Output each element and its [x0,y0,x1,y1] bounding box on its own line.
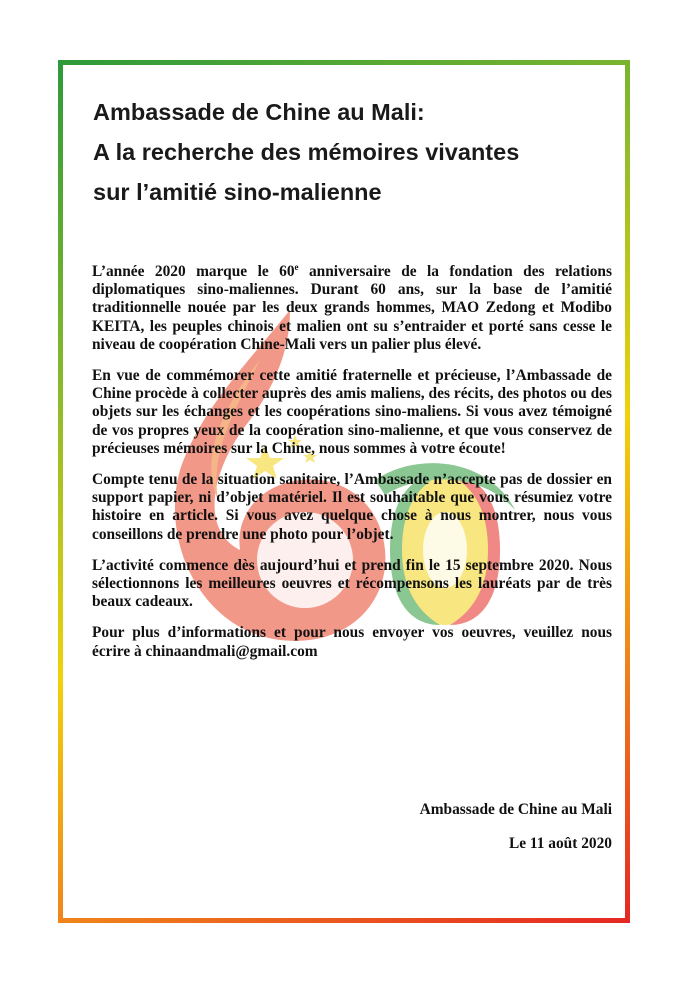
paragraph-contact [92,624,612,660]
document-body [92,263,612,674]
contact-email-link[interactable]: chinaandmali@gmail.com [145,642,318,660]
paragraph-collection: En vue de commémorer cette amitié fraternelle et précieuse, l’Ambassade de Chine procède à collecter auprès des amis maliens, des récits, des photos ou des objets sur les échanges et les coopérations sino-maliens. Si vous avez témoigné de vos propres yeux de la coopération sino-malienne, et que vous conservez de précieuses mémoires sur la Chine, nous sommes à votre écoute! [92,367,612,457]
document-title [93,92,613,212]
title-line-1: Ambassade de Chine au Mali: [93,99,425,125]
paragraph-sanitary: Compte tenu de la situation sanitaire, l’Ambassade n’accepte pas de dossier en support papier, ni d’objet matériel. Il est souhaitable que vous résumiez votre histoire en article. Si vous avez quelque chose à nous montrer, nous vous conseillons de prendre une photo pour l’objet. [92,471,612,543]
signature-date: Le 11 août 2020 [508,835,612,852]
paragraph-deadline: L’activité commence dès aujourd’hui et prend fin le 15 septembre 2020. Nous sélectionnons les meilleures oeuvres et récompensons les lauréats par de très beaux cadeaux. [92,556,612,611]
paragraph-anniversary [92,263,612,354]
paragraph-anniversary-rest: anniversaire de la fondation des relations diplomatiques sino-maliennes. Durant 60 ans, sur la base de l’amitié traditionnelle nouée par les deux grands hommes, MAO Zedong et Modibo KEITA, les peuples chinois et malien ont su s’entraider et porté sans cesse le niveau de coopération Chine-Mali vers un palier plus élevé. [92,263,612,353]
signature-organization: Ambassade de Chine au Mali [419,801,612,818]
title-line-2: A la recherche des mémoires vivantes [93,139,520,165]
title-line-3: sur l’amitié sino-malienne [93,179,382,205]
ordinal-superscript: e [294,261,299,272]
paragraph-contact-text: Pour plus d’informations et pour nous envoyer vos oeuvres, veuillez nous écrire à [92,624,612,660]
paragraph-anniversary-start: L’année 2020 marque le 60 [92,263,295,280]
